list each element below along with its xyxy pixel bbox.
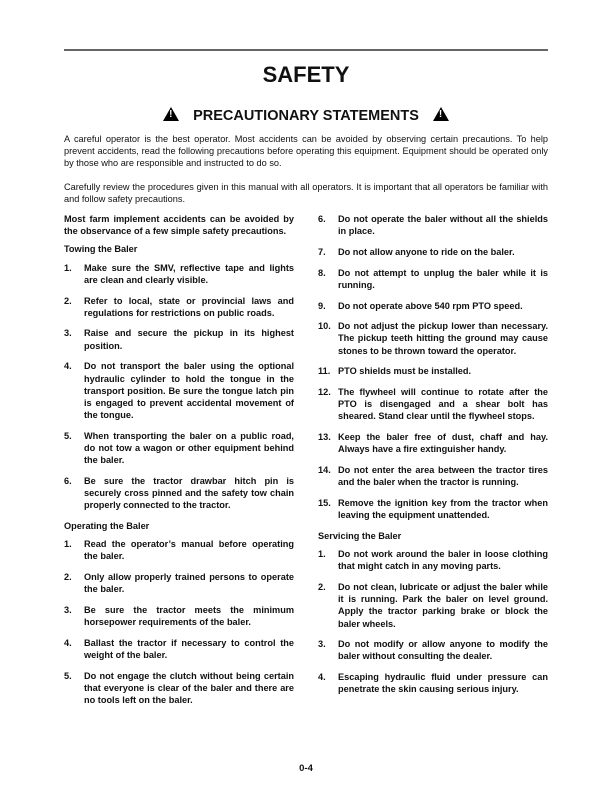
item-text: Do not transport the baler using the optional hydraulic cylinder to hold the tongue in the transport position. Be sure the tongue latch pin is engaged to prevent accidental movement of the tongue.	[84, 361, 294, 421]
servicing-list	[318, 548, 548, 696]
item-text: Escaping hydraulic fluid under pressure can penetrate the skin causing serious injury.	[338, 672, 548, 695]
item-number: 10.	[318, 321, 331, 332]
towing-list	[64, 262, 294, 512]
list-item	[64, 360, 294, 421]
list-item	[318, 548, 548, 572]
list-item	[318, 671, 548, 695]
item-text: When transporting the baler on a public road, do not tow a wagon or other equipment behind the baler.	[84, 430, 294, 466]
item-text: Read the operator’s manual before operating the baler.	[84, 539, 294, 562]
item-number: 1.	[64, 262, 72, 273]
item-number: 6.	[64, 475, 72, 486]
list-item	[64, 430, 294, 467]
list-item	[318, 300, 548, 312]
item-number: 3.	[318, 639, 326, 650]
item-number: 7.	[318, 246, 326, 257]
item-text: Do not operate the baler without all the shields in place.	[338, 214, 548, 237]
item-number: 11.	[318, 366, 331, 377]
item-text: Do not operate above 540 rpm PTO speed.	[338, 300, 523, 311]
item-text: Ballast the tractor if necessary to control the weight of the baler.	[84, 637, 294, 661]
header-rule	[64, 49, 548, 51]
left-column	[64, 213, 294, 715]
list-item	[64, 604, 294, 628]
lead-paragraph: Most farm implement accidents can be avoided by the observance of a few simple safety precautions.	[64, 214, 294, 237]
intro-paragraph: A careful operator is the best operator. Most accidents can be avoided by observing certain precautions. To help prevent accidents, read the following precautions before operating this equipment. Equipment should be operated only by those who are responsible and instructed to do so.	[64, 134, 548, 168]
item-number: 2.	[64, 572, 72, 583]
item-text: Refer to local, state or provincial laws and regulations for restrictions on public roads.	[84, 295, 294, 318]
item-number: 3.	[64, 605, 72, 616]
section-heading-text: PRECAUTIONARY STATEMENTS	[193, 108, 419, 124]
item-text: Only allow properly trained persons to operate the baler.	[84, 572, 294, 595]
item-number: 4.	[64, 637, 72, 648]
page-number: 0-4	[299, 763, 313, 774]
list-item	[64, 538, 294, 562]
right-column	[318, 213, 548, 704]
item-number: 12.	[318, 387, 331, 398]
item-text: Do not engage the clutch without being certain that everyone is clear of the baler and there are no tools left on the baler.	[84, 670, 294, 706]
item-number: 8.	[318, 267, 326, 278]
item-text: Do not allow anyone to ride on the baler.	[338, 246, 515, 257]
list-item	[318, 386, 548, 423]
item-number: 4.	[64, 361, 72, 372]
item-number: 13.	[318, 432, 331, 443]
item-number: 5.	[64, 430, 72, 441]
item-number: 15.	[318, 497, 331, 508]
list-item	[318, 213, 548, 237]
list-item	[318, 431, 548, 455]
item-text: Do not attempt to unplug the baler while it is running.	[338, 267, 548, 290]
intro-paragraph: Carefully review the procedures given in this manual with all operators. It is important that all operators be familiar with and follow safety precautions.	[64, 182, 548, 204]
item-number: 2.	[64, 295, 72, 306]
item-text: Be sure the tractor drawbar hitch pin is securely cross pinned and the safety tow chain properly connected to the tractor.	[84, 475, 294, 511]
list-item	[64, 475, 294, 512]
list-item	[318, 581, 548, 630]
item-text: Raise and secure the pickup in its highest position.	[84, 328, 294, 351]
operating-heading: Operating the Baler	[64, 521, 150, 532]
list-item	[318, 246, 548, 258]
item-text: Do not enter the area between the tractor tires and the baler when the tractor is running.	[338, 465, 548, 488]
list-item	[318, 638, 548, 662]
item-text: PTO shields must be installed.	[338, 366, 472, 377]
item-text: The flywheel will continue to rotate after the PTO is disengaged and a shear bolt has sheared. Stand clear until the flywheel stops.	[338, 387, 548, 422]
page-title: SAFETY	[262, 62, 350, 87]
item-number: 4.	[318, 672, 326, 683]
list-item	[64, 262, 294, 286]
section-heading	[0, 107, 612, 124]
item-text: Do not clean, lubricate or adjust the baler while it is running. Park the baler on level ground. Apply the tractor parking brake or block the baler wheels.	[338, 581, 548, 629]
item-text: Do not work around the baler in loose clothing that might catch in any moving parts.	[338, 549, 548, 572]
list-item	[318, 365, 548, 377]
list-item	[318, 497, 548, 521]
list-item	[64, 670, 294, 707]
servicing-heading: Servicing the Baler	[318, 530, 402, 541]
item-number: 9.	[318, 300, 326, 311]
item-number: 6.	[318, 214, 326, 224]
operating-list-continued	[318, 213, 548, 521]
list-item	[64, 571, 294, 595]
item-number: 3.	[64, 328, 72, 339]
list-item	[318, 320, 548, 357]
item-text: Keep the baler free of dust, chaff and hay. Always have a fire extinguisher handy.	[338, 432, 548, 455]
item-text: Remove the ignition key from the tractor when leaving the equipment unattended.	[338, 497, 548, 521]
list-item	[318, 464, 548, 488]
item-text: Do not adjust the pickup lower than necessary. The pickup teeth hitting the ground may cause stones to be thrown toward the operator.	[338, 321, 548, 356]
item-number: 5.	[64, 670, 72, 681]
list-item	[64, 295, 294, 319]
operating-list	[64, 538, 294, 706]
item-number: 14.	[318, 465, 331, 476]
list-item	[318, 267, 548, 291]
item-number: 1.	[318, 549, 326, 560]
list-item	[64, 327, 294, 351]
warning-triangle-icon	[163, 107, 179, 121]
item-number: 2.	[318, 581, 326, 592]
towing-heading: Towing the Baler	[64, 244, 138, 255]
list-item	[64, 637, 294, 661]
warning-triangle-icon	[433, 107, 449, 121]
item-text: Be sure the tractor meets the minimum horsepower requirements of the baler.	[84, 605, 294, 628]
item-text: Do not modify or allow anyone to modify the baler without consulting the dealer.	[338, 639, 548, 662]
item-number: 1.	[64, 539, 72, 550]
item-text: Make sure the SMV, reflective tape and lights are clean and clearly visible.	[84, 262, 294, 285]
